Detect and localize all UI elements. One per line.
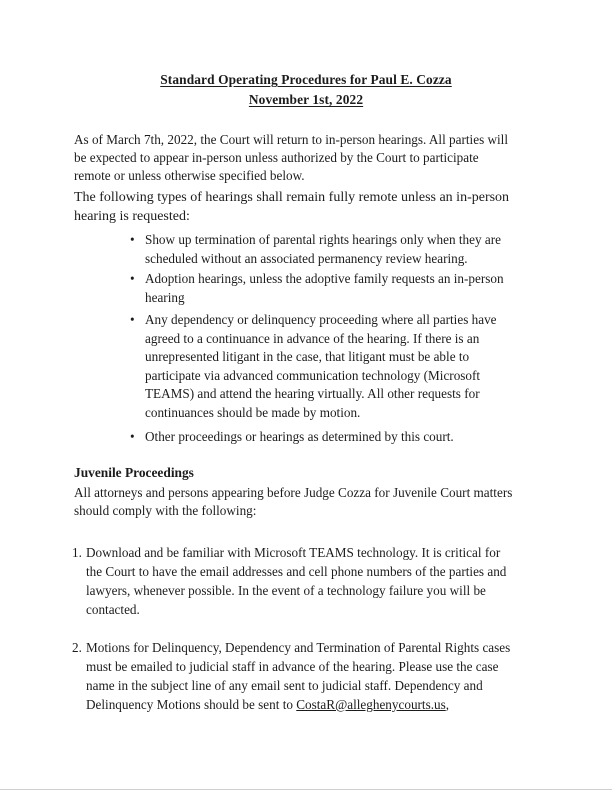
bullet-icon: • xyxy=(130,232,135,247)
text-line: All attorneys and persons appearing before Judge Cozza for Juvenile Court matters xyxy=(74,485,513,500)
document-date: November 1st, 2022 xyxy=(248,92,364,107)
bullet-list xyxy=(74,311,552,423)
text-line: be expected to appear in-person unless authorized by the Court to participate xyxy=(74,150,479,166)
text-line: Show up termination of parental rights hearings only when they are xyxy=(145,232,501,247)
text-line: As of March 7th, 2022, the Court will return to in-person hearings. All parties will xyxy=(74,132,509,147)
text-line: Any dependency or delinquency proceeding where all parties have xyxy=(145,312,497,327)
bullet-icon: • xyxy=(130,312,135,327)
bullet-list xyxy=(74,270,552,307)
text-line: agreed to a continuance in advance of the hearing. If there is an xyxy=(145,330,480,346)
text-line: scheduled without an associated permanency review hearing. xyxy=(145,250,468,266)
numbered-item xyxy=(74,638,552,714)
text-line: the Court to have the email addresses and cell phone numbers of the parties and xyxy=(86,564,507,579)
text-line: Motions for Delinquency, Dependency and Termination of Parental Rights cases xyxy=(86,640,511,655)
text-line: contacted. xyxy=(86,602,140,617)
text-line: Adoption hearings, unless the adoptive family requests an in-person xyxy=(145,271,504,286)
item-number: 1. xyxy=(72,545,82,560)
bullet-icon: • xyxy=(130,271,135,286)
list-item xyxy=(74,428,552,447)
text-line: participate via advanced communication technology (Microsoft xyxy=(145,367,481,383)
text-line: name in the subject line of any email sent to judicial staff. Dependency and xyxy=(86,678,483,693)
bottom-edge-divider xyxy=(0,789,612,790)
bullet-list xyxy=(74,428,552,447)
email-link[interactable]: CostaR@alleghenycourts.us xyxy=(296,697,446,712)
item-number: 2. xyxy=(72,640,82,655)
section-heading: Juvenile Proceedings xyxy=(74,465,194,480)
intro-paragraph xyxy=(74,131,552,186)
text-line: Download and be familiar with Microsoft TEAMS technology. It is critical for xyxy=(86,545,501,560)
document-title: Standard Operating Procedures for Paul E. Cozza xyxy=(160,72,452,87)
remote-hearings-paragraph xyxy=(74,189,552,226)
text-line xyxy=(86,695,552,714)
text-line: lawyers, whenever possible. In the event of a technology failure you will be xyxy=(86,583,486,598)
text-line: TEAMS) and attend the hearing virtually. All other requests for xyxy=(145,386,480,402)
text-line: should comply with the following: xyxy=(74,503,257,519)
bullet-list xyxy=(74,231,552,268)
numbered-item xyxy=(74,543,552,619)
text-line: remote or unless otherwise specified below. xyxy=(74,168,305,184)
text-fragment: Delinquency Motions should be sent to xyxy=(86,697,297,712)
text-line: unrepresented litigant in the case, that litigant must be able to xyxy=(145,349,470,365)
text-line: The following types of hearings shall remain fully remote unless an in-person xyxy=(74,190,510,205)
list-item xyxy=(74,270,552,307)
bullet-icon: • xyxy=(130,429,135,444)
list-item xyxy=(74,311,552,423)
text-line: continuances should be made by motion. xyxy=(145,404,361,420)
list-item xyxy=(74,231,552,268)
text-fragment: , xyxy=(445,697,450,712)
text-line: Other proceedings or hearings as determined by this court. xyxy=(145,429,454,444)
text-line: hearing is requested: xyxy=(74,208,190,224)
text-line: hearing xyxy=(145,289,185,305)
juvenile-intro-paragraph xyxy=(74,484,552,520)
text-line: must be emailed to judicial staff in advance of the hearing. Please use the case xyxy=(86,659,499,674)
